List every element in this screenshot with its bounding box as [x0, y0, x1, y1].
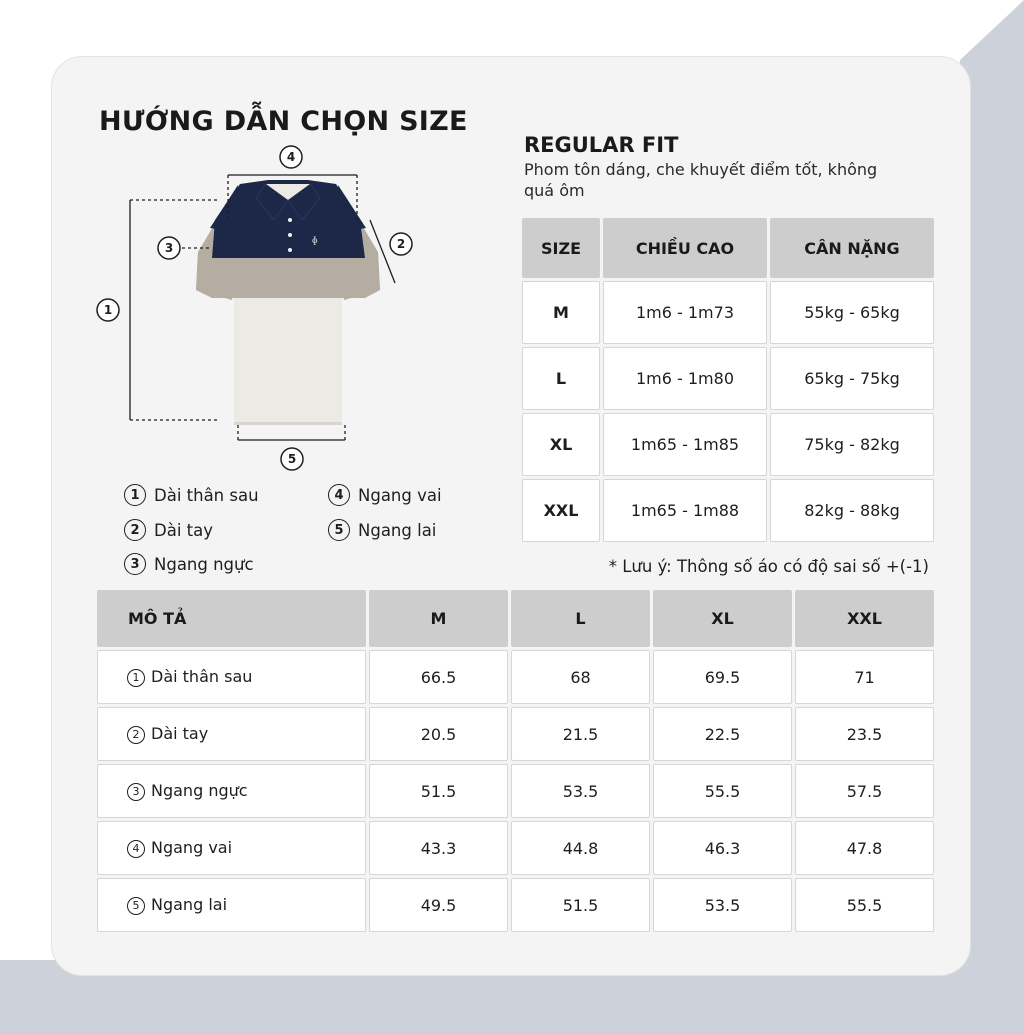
- legend-number: 1: [124, 484, 146, 506]
- header-xxl: XXL: [795, 590, 934, 647]
- table-row: [97, 707, 934, 761]
- value-cell: 53.5: [511, 764, 650, 818]
- description-cell: [97, 650, 366, 704]
- value-cell: 51.5: [511, 878, 650, 932]
- value-cell: 55.5: [653, 764, 792, 818]
- value-cell: 47.8: [795, 821, 934, 875]
- description-cell: [97, 821, 366, 875]
- height-cell: 1m6 - 1m73: [603, 281, 767, 344]
- header-l: L: [511, 590, 650, 647]
- table-row: [522, 479, 934, 542]
- table-row: [97, 764, 934, 818]
- row-number: 4: [127, 840, 145, 858]
- value-cell: 55.5: [795, 878, 934, 932]
- svg-text:ɸ: ɸ: [312, 236, 318, 245]
- legend-number: 2: [124, 519, 146, 541]
- value-cell: 20.5: [369, 707, 508, 761]
- size-cell: M: [522, 281, 600, 344]
- weight-cell: 55kg - 65kg: [770, 281, 934, 344]
- row-label: Dài tay: [151, 724, 209, 744]
- table-header-row: [97, 590, 934, 647]
- legend-label: Dài tay: [154, 520, 213, 540]
- table-row: [522, 281, 934, 344]
- row-label: Dài thân sau: [151, 667, 253, 687]
- marker-3: 3: [164, 241, 174, 255]
- table-row: [97, 650, 934, 704]
- value-cell: 66.5: [369, 650, 508, 704]
- height-cell: 1m65 - 1m85: [603, 413, 767, 476]
- row-label: Ngang lai: [151, 895, 228, 915]
- header-height: CHIỀU CAO: [603, 218, 767, 278]
- size-cell: L: [522, 347, 600, 410]
- value-cell: 44.8: [511, 821, 650, 875]
- legend-item-dai-tay: [124, 519, 213, 541]
- fit-description: Phom tôn dáng, che khuyết điểm tốt, không quá ôm: [524, 160, 878, 200]
- legend-label: Ngang vai: [358, 485, 442, 505]
- row-number: 3: [127, 783, 145, 801]
- weight-cell: 65kg - 75kg: [770, 347, 934, 410]
- fit-title: REGULAR FIT: [524, 133, 679, 157]
- marker-5: 5: [287, 452, 297, 466]
- row-label: Ngang vai: [151, 838, 233, 858]
- value-cell: 43.3: [369, 821, 508, 875]
- table-row: [522, 347, 934, 410]
- marker-4: 4: [286, 150, 296, 164]
- value-cell: 23.5: [795, 707, 934, 761]
- legend-number: 4: [328, 484, 350, 506]
- description-cell: [97, 707, 366, 761]
- legend-label: Dài thân sau: [154, 485, 259, 505]
- marker-2: 2: [396, 237, 406, 251]
- shirt-measurement-diagram: [90, 140, 430, 475]
- measurement-spec-table: [94, 587, 937, 935]
- legend-number: 5: [328, 519, 350, 541]
- value-cell: 53.5: [653, 878, 792, 932]
- table-row: [97, 878, 934, 932]
- row-number: 1: [127, 669, 145, 687]
- legend-number: 3: [124, 553, 146, 575]
- value-cell: 57.5: [795, 764, 934, 818]
- size-cell: XXL: [522, 479, 600, 542]
- weight-cell: 75kg - 82kg: [770, 413, 934, 476]
- header-description: MÔ TẢ: [97, 590, 366, 647]
- header-weight: CÂN NẶNG: [770, 218, 934, 278]
- description-cell: [97, 764, 366, 818]
- tolerance-note: * Lưu ý: Thông số áo có độ sai số +(-1): [608, 557, 929, 576]
- value-cell: 51.5: [369, 764, 508, 818]
- description-cell: [97, 878, 366, 932]
- table-row: [522, 413, 934, 476]
- value-cell: 22.5: [653, 707, 792, 761]
- header-xl: XL: [653, 590, 792, 647]
- weight-cell: 82kg - 88kg: [770, 479, 934, 542]
- polo-shirt-icon: [196, 180, 380, 425]
- row-number: 5: [127, 897, 145, 915]
- header-size: SIZE: [522, 218, 600, 278]
- value-cell: 46.3: [653, 821, 792, 875]
- value-cell: 68: [511, 650, 650, 704]
- legend-label: Ngang lai: [358, 520, 437, 540]
- value-cell: 49.5: [369, 878, 508, 932]
- height-cell: 1m65 - 1m88: [603, 479, 767, 542]
- legend-item-ngang-vai: [328, 484, 442, 506]
- value-cell: 21.5: [511, 707, 650, 761]
- table-header-row: [522, 218, 934, 278]
- size-recommendation-table: [519, 215, 937, 545]
- table-row: [97, 821, 934, 875]
- legend-label: Ngang ngực: [154, 554, 254, 574]
- height-cell: 1m6 - 1m80: [603, 347, 767, 410]
- value-cell: 69.5: [653, 650, 792, 704]
- row-label: Ngang ngực: [151, 781, 248, 801]
- row-number: 2: [127, 726, 145, 744]
- page-title: HƯỚNG DẪN CHỌN SIZE: [99, 106, 468, 137]
- marker-1: 1: [103, 303, 113, 317]
- legend-item-ngang-lai: [328, 519, 436, 541]
- value-cell: 71: [795, 650, 934, 704]
- legend-item-dai-than-sau: [124, 484, 259, 506]
- size-cell: XL: [522, 413, 600, 476]
- legend-item-ngang-nguc: [124, 553, 254, 575]
- header-m: M: [369, 590, 508, 647]
